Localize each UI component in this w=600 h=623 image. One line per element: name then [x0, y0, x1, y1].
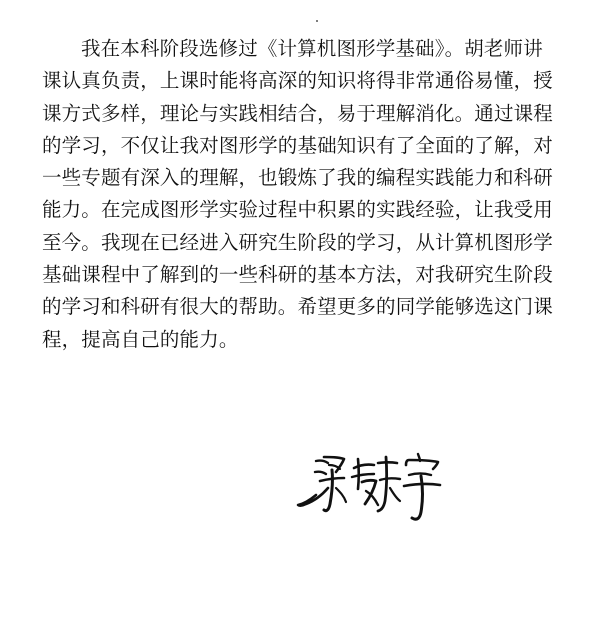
paragraph-line: 能力。在完成图形学实验过程中积累的实践经验，让我受用: [42, 198, 553, 222]
paragraph-line: 我在本科阶段选修过《计算机图形学基础》。胡老师讲: [81, 37, 543, 60]
paragraph-line: 课方式多样，理论与实践相结合，易于理解消化。通过课程: [42, 101, 553, 125]
testimonial-paragraph: [42, 33, 562, 356]
paragraph-line: 的学习和科研有很大的帮助。希望更多的同学能够选这门课: [42, 295, 553, 319]
paragraph-line: 课认真负责，上课时能将高深的知识将得非常通俗易懂，授: [42, 69, 553, 93]
paragraph-line: 基础课程中了解到的一些科研的基本方法，对我研究生阶段: [42, 263, 553, 287]
paragraph-line: 至今。我现在已经进入研究生阶段的学习，从计算机图形学: [42, 230, 553, 254]
scan-speck: [316, 20, 318, 22]
paragraph-line: 一些专题有深入的理解，也锻炼了我的编程实践能力和科研: [42, 166, 553, 190]
paragraph-line: 程，提高自己的能力。: [42, 327, 239, 351]
paragraph-line: 的学习，不仅让我对图形学的基础知识有了全面的了解，对: [42, 133, 553, 157]
signature-drawing: [294, 448, 444, 533]
handwritten-signature: [294, 448, 444, 533]
